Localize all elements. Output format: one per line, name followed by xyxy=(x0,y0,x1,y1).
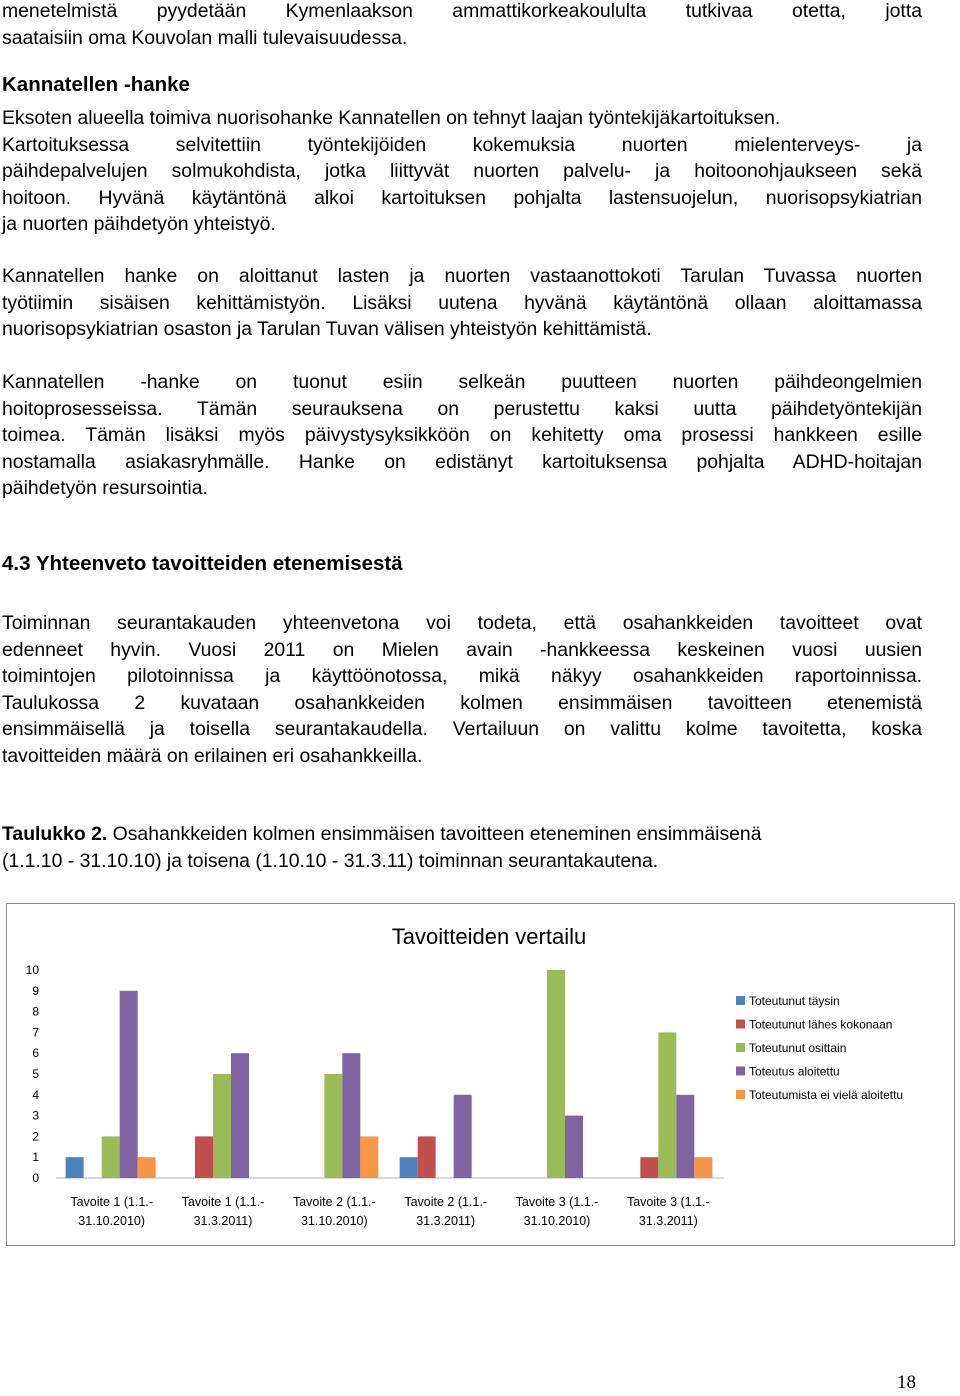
bar xyxy=(213,1074,231,1178)
text-line: ja nuorten päihdetyön yhteistyö. xyxy=(2,213,276,235)
legend-label: Toteutunut täysin xyxy=(749,994,840,1008)
legend-label: Toteutumista ei vielä aloitettu xyxy=(749,1088,904,1102)
bar xyxy=(565,1116,583,1178)
bar xyxy=(640,1157,658,1178)
kannatellen-paragraph-2 xyxy=(2,263,922,343)
bar xyxy=(400,1157,418,1178)
text-line: nostamalla asiakasryhmälle. Hanke on edistänyt kartoituksensa pohjalta ADHD-hoitajan xyxy=(2,450,922,473)
bar xyxy=(360,1136,378,1178)
section-heading: 4.3 Yhteenveto tavoitteiden etenemisestä xyxy=(2,552,403,575)
intro-paragraph xyxy=(2,0,922,51)
text-line: nuorisopsykiatrian osaston ja Tarulan Tuvan välisen yhteistyön kehittämistä. xyxy=(2,318,652,340)
x-tick-label: 31.10.2010) xyxy=(523,1214,591,1228)
text-line: Kannatellen hanke on aloittanut lasten ja nuorten vastaanottokoti Tarulan Tuvassa nuorten xyxy=(2,265,922,287)
bar xyxy=(231,1053,249,1178)
bar xyxy=(676,1095,694,1178)
bar xyxy=(195,1136,213,1178)
caption-text: Osahankkeiden kolmen ensimmäisen tavoitteen eteneminen ensimmäisenä xyxy=(107,823,762,845)
text-line: päihdepalvelujen solmukohdista, jotka liittyvät nuorten palvelu- ja hoitoonohjaukseen sekä xyxy=(2,160,922,182)
x-tick-label: Tavoite 3 (1.1.- xyxy=(626,1195,710,1209)
x-tick-label: Tavoite 3 (1.1.- xyxy=(515,1195,599,1209)
y-tick-label: 1 xyxy=(32,1150,39,1165)
y-tick-label: 7 xyxy=(32,1025,39,1040)
caption-line-2: (1.1.10 - 31.10.10) ja toisena (1.10.10 - 31.3.11) toiminnan seurantakautena. xyxy=(2,849,659,872)
text-line: Taulukossa 2 kuvataan osahankkeiden kolmen ensimmäisen tavoitteen etenemistä xyxy=(2,691,922,714)
text-line: Toiminnan seurantakauden yhteenvetona voi todeta, että osahankkeiden tavoitteet ovat xyxy=(2,612,922,634)
caption-line xyxy=(2,821,922,848)
bar xyxy=(547,970,565,1178)
bar xyxy=(66,1157,84,1178)
bar-chart xyxy=(7,904,956,1247)
legend-swatch xyxy=(736,1020,745,1029)
text-line: edenneet hyvin. Vuosi 2011 on Mielen avain -hankkeessa keskeinen vuosi uusien xyxy=(2,638,922,661)
y-tick-label: 0 xyxy=(32,1171,39,1185)
legend-label: Toteutunut osittain xyxy=(749,1041,847,1055)
legend-swatch xyxy=(736,1067,745,1076)
legend-swatch xyxy=(736,996,745,1005)
text-line: menetelmistä pyydetään Kymenlaakson ammattikorkeakoululta tutkivaa otetta, jotta xyxy=(2,0,922,22)
x-tick-label: Tavoite 1 (1.1.- xyxy=(70,1195,154,1209)
x-tick-label: Tavoite 2 (1.1.- xyxy=(292,1195,376,1209)
page-number: 18 xyxy=(897,1372,916,1393)
y-tick-label: 2 xyxy=(32,1129,39,1144)
text-line: toimea. Tämän lisäksi myös päivystysyksikköön on kehitetty oma prosessi hankkeen esille xyxy=(2,424,922,446)
bar xyxy=(102,1136,120,1178)
kannatellen-paragraph-1 xyxy=(2,105,922,238)
summary-paragraph xyxy=(2,610,922,769)
bar xyxy=(418,1136,436,1178)
text-line: työtiimin sisäisen kehittämistyön. Lisäksi uutena hyvänä käytäntönä ollaan aloittamassa xyxy=(2,291,922,314)
x-tick-label: 31.3.2011) xyxy=(193,1214,253,1228)
chart-frame xyxy=(6,903,955,1246)
y-tick-label: 9 xyxy=(32,983,39,998)
legend-label: Toteutunut lähes kokonaan xyxy=(749,1017,893,1032)
text-line: Kartoituksessa selvitettiin työntekijöiden kokemuksia nuorten mielenterveys- ja xyxy=(2,133,922,156)
x-tick-label: 31.10.2010) xyxy=(78,1214,146,1228)
text-line: toimintojen pilotoinnissa ja käyttöönotossa, mikä näkyy osahankkeiden raportoinnissa. xyxy=(2,665,922,687)
bar xyxy=(138,1157,156,1178)
legend-swatch xyxy=(736,1043,745,1052)
y-tick-label: 8 xyxy=(32,1004,39,1019)
legend-swatch xyxy=(736,1090,745,1099)
kannatellen-paragraph-3 xyxy=(2,369,922,502)
bar xyxy=(324,1074,342,1178)
y-tick-label: 3 xyxy=(32,1108,39,1123)
chart-title: Tavoitteiden vertailu xyxy=(391,924,587,949)
text-line: hoitoprosesseissa. Tämän seurauksena on perustettu kaksi uutta päihdetyöntekijän xyxy=(2,397,922,420)
table-caption xyxy=(2,821,922,874)
y-tick-label: 4 xyxy=(32,1087,39,1102)
text-line: saataisiin oma Kouvolan malli tulevaisuudessa. xyxy=(2,26,408,49)
text-line: hoitoon. Hyvänä käytäntönä alkoi kartoituksen pohjalta lastensuojelun, nuorisopsykiatrian xyxy=(2,186,922,209)
text-line: Eksoten alueella toimiva nuorisohanke Kannatellen on tehnyt laajan työntekijäkartoituksen. xyxy=(2,107,781,129)
text-line: päihdetyön resursointia. xyxy=(2,477,208,499)
x-tick-label: 31.10.2010) xyxy=(300,1214,368,1228)
y-tick-label: 10 xyxy=(25,963,39,977)
x-tick-label: 31.3.2011) xyxy=(638,1214,698,1228)
bar xyxy=(694,1157,712,1178)
caption-label: Taulukko 2. xyxy=(2,823,108,845)
text-line: ensimmäisellä ja toisella seurantakaudella. Vertailuun on valittu kolme tavoitetta, koska xyxy=(2,718,922,740)
bar xyxy=(120,991,138,1178)
x-tick-label: Tavoite 2 (1.1.- xyxy=(404,1195,488,1209)
x-tick-label: Tavoite 1 (1.1.- xyxy=(181,1195,265,1209)
x-tick-label: 31.3.2011) xyxy=(416,1214,476,1228)
bar xyxy=(342,1053,360,1178)
text-line: tavoitteiden määrä on erilainen eri osahankkeilla. xyxy=(2,744,423,767)
bar xyxy=(454,1095,472,1178)
y-tick-label: 5 xyxy=(32,1067,39,1081)
y-tick-label: 6 xyxy=(32,1046,39,1061)
legend-label: Toteutus aloitettu xyxy=(749,1064,840,1079)
kannatellen-heading: Kannatellen -hanke xyxy=(2,73,190,96)
bar xyxy=(658,1032,676,1178)
text-line: Kannatellen -hanke on tuonut esiin selkeän puutteen nuorten päihdeongelmien xyxy=(2,371,922,393)
